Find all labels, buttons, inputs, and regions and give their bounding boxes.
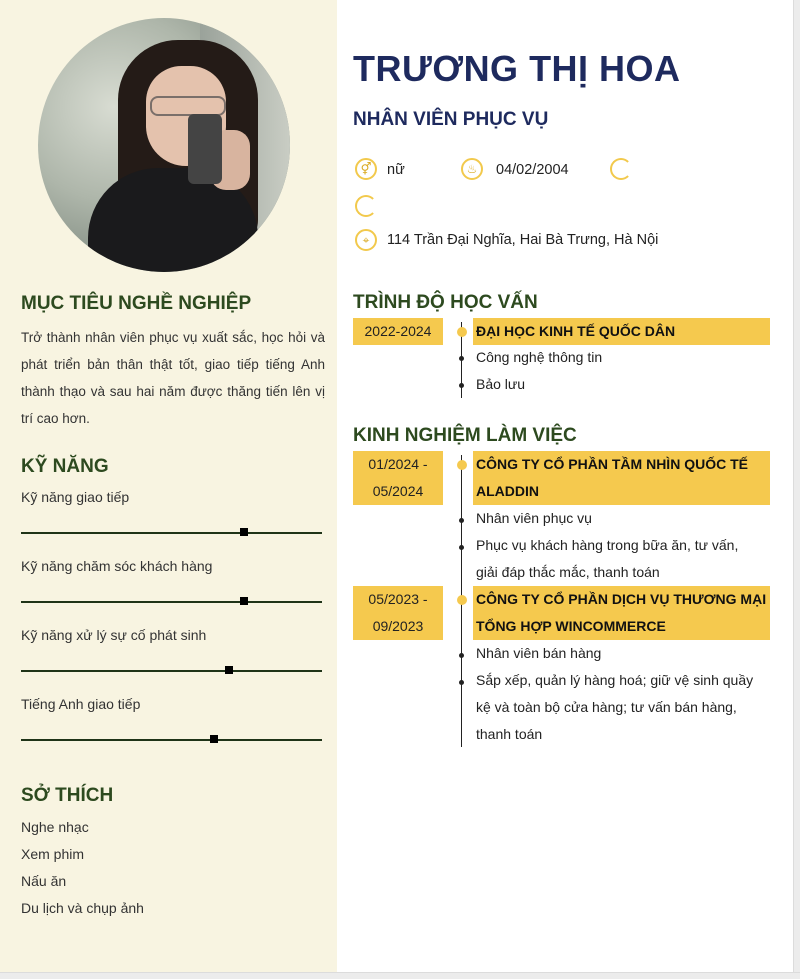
experience-heading: KINH NGHIỆM LÀM VIỆC [353, 425, 577, 446]
hobby-item: Du lịch và chụp ảnh [21, 900, 144, 916]
timeline-bullet [459, 653, 464, 658]
job-role: Nhân viên bán hàng [476, 645, 602, 661]
skill-bar [21, 532, 322, 534]
birthday-cake-icon: ♨ [461, 158, 483, 180]
job-date-start: 05/2023 - [368, 591, 428, 607]
hobby-item: Nấu ăn [21, 873, 67, 889]
education-school: ĐẠI HỌC KINH TẾ QUỐC DÂN [473, 318, 770, 345]
job-description-line: Sắp xếp, quản lý hàng hoá; giữ vệ sinh quầy [476, 672, 754, 688]
skill-level-marker [210, 735, 218, 743]
gender-value: nữ [387, 162, 405, 178]
education-status: Bảo lưu [476, 376, 526, 392]
timeline-bullet [459, 545, 464, 550]
skill-name: Kỹ năng chăm sóc khách hàng [21, 558, 213, 574]
photo-glasses [150, 96, 226, 116]
job-description [476, 667, 770, 748]
job-company [473, 451, 770, 505]
timeline-bullet [459, 518, 464, 523]
timeline-dot [457, 327, 467, 337]
job-description-line: Phục vụ khách hàng trong bữa ăn, tư vấn, [476, 537, 739, 553]
job-company-line: ALADDIN [476, 483, 539, 499]
skill-level-marker [240, 528, 248, 536]
skill-name: Kỹ năng xử lý sự cố phát sinh [21, 627, 207, 643]
skill-level-marker [225, 666, 233, 674]
hobby-item: Xem phim [21, 846, 85, 862]
job-company-line: TỔNG HỢP WINCOMMERCE [476, 618, 666, 634]
timeline-dot [457, 460, 467, 470]
hobbies-heading: SỞ THÍCH [21, 785, 114, 806]
job-company-line: CÔNG TY CỔ PHẦN TẦM NHÌN QUỐC TẾ [476, 456, 748, 472]
full-name: TRƯƠNG THỊ HOA [353, 48, 681, 89]
sidebar [0, 0, 337, 973]
timeline-bullet [459, 356, 464, 361]
address-value: 114 Trần Đại Nghĩa, Hai Bà Trưng, Hà Nội [387, 232, 659, 248]
skill-bar [21, 739, 322, 741]
timeline-dot [457, 595, 467, 605]
timeline-bullet [459, 383, 464, 388]
email-icon [355, 195, 377, 217]
job-company [473, 586, 770, 640]
gender-icon: ⚥ [355, 158, 377, 180]
job-role: Nhân viên phục vụ [476, 510, 592, 526]
job-company-line: CÔNG TY CỔ PHẦN DỊCH VỤ THƯƠNG MẠI [476, 591, 767, 607]
job-description [476, 532, 770, 586]
profile-photo [38, 18, 290, 272]
skill-name: Tiếng Anh giao tiếp [21, 696, 141, 712]
skill-level-marker [240, 597, 248, 605]
job-description-line: giải đáp thắc mắc, thanh toán [476, 564, 660, 580]
education-date: 2022-2024 [353, 318, 443, 345]
photo-phone [188, 114, 222, 184]
job-description-line: kệ và toàn bộ cửa hàng; tư vấn bán hàng, [476, 699, 737, 715]
page-edge-right [793, 0, 800, 979]
timeline-bullet [459, 680, 464, 685]
education-heading: TRÌNH ĐỘ HỌC VẤN [353, 292, 538, 313]
birthday-value: 04/02/2004 [496, 162, 569, 178]
job-date [353, 451, 443, 505]
job-date-end: 05/2024 [372, 483, 424, 499]
job-date-start: 01/2024 - [368, 456, 428, 472]
skill-bar [21, 670, 322, 672]
objective-text: Trở thành nhân viên phục vụ xuất sắc, học hỏi và phát triển bản thân thật tốt, giao tiếp tiếng Anh thành thạo và sau hai năm được thăng tiến lên vị trí cao hơn. [21, 330, 325, 426]
skills-heading: KỸ NĂNG [21, 456, 109, 477]
job-date [353, 586, 443, 640]
hobby-item: Nghe nhạc [21, 819, 89, 835]
job-date-end: 09/2023 [372, 618, 424, 634]
job-position: NHÂN VIÊN PHỤC VỤ [353, 109, 549, 130]
page-edge-bottom [0, 972, 800, 979]
phone-icon [610, 158, 632, 180]
job-description-line: thanh toán [476, 726, 543, 742]
skill-name: Kỹ năng giao tiếp [21, 489, 130, 505]
location-icon: ⌖ [355, 229, 377, 251]
objective-heading: MỤC TIÊU NGHỀ NGHIỆP [21, 293, 252, 314]
education-major: Công nghệ thông tin [476, 349, 603, 365]
skill-bar [21, 601, 322, 603]
